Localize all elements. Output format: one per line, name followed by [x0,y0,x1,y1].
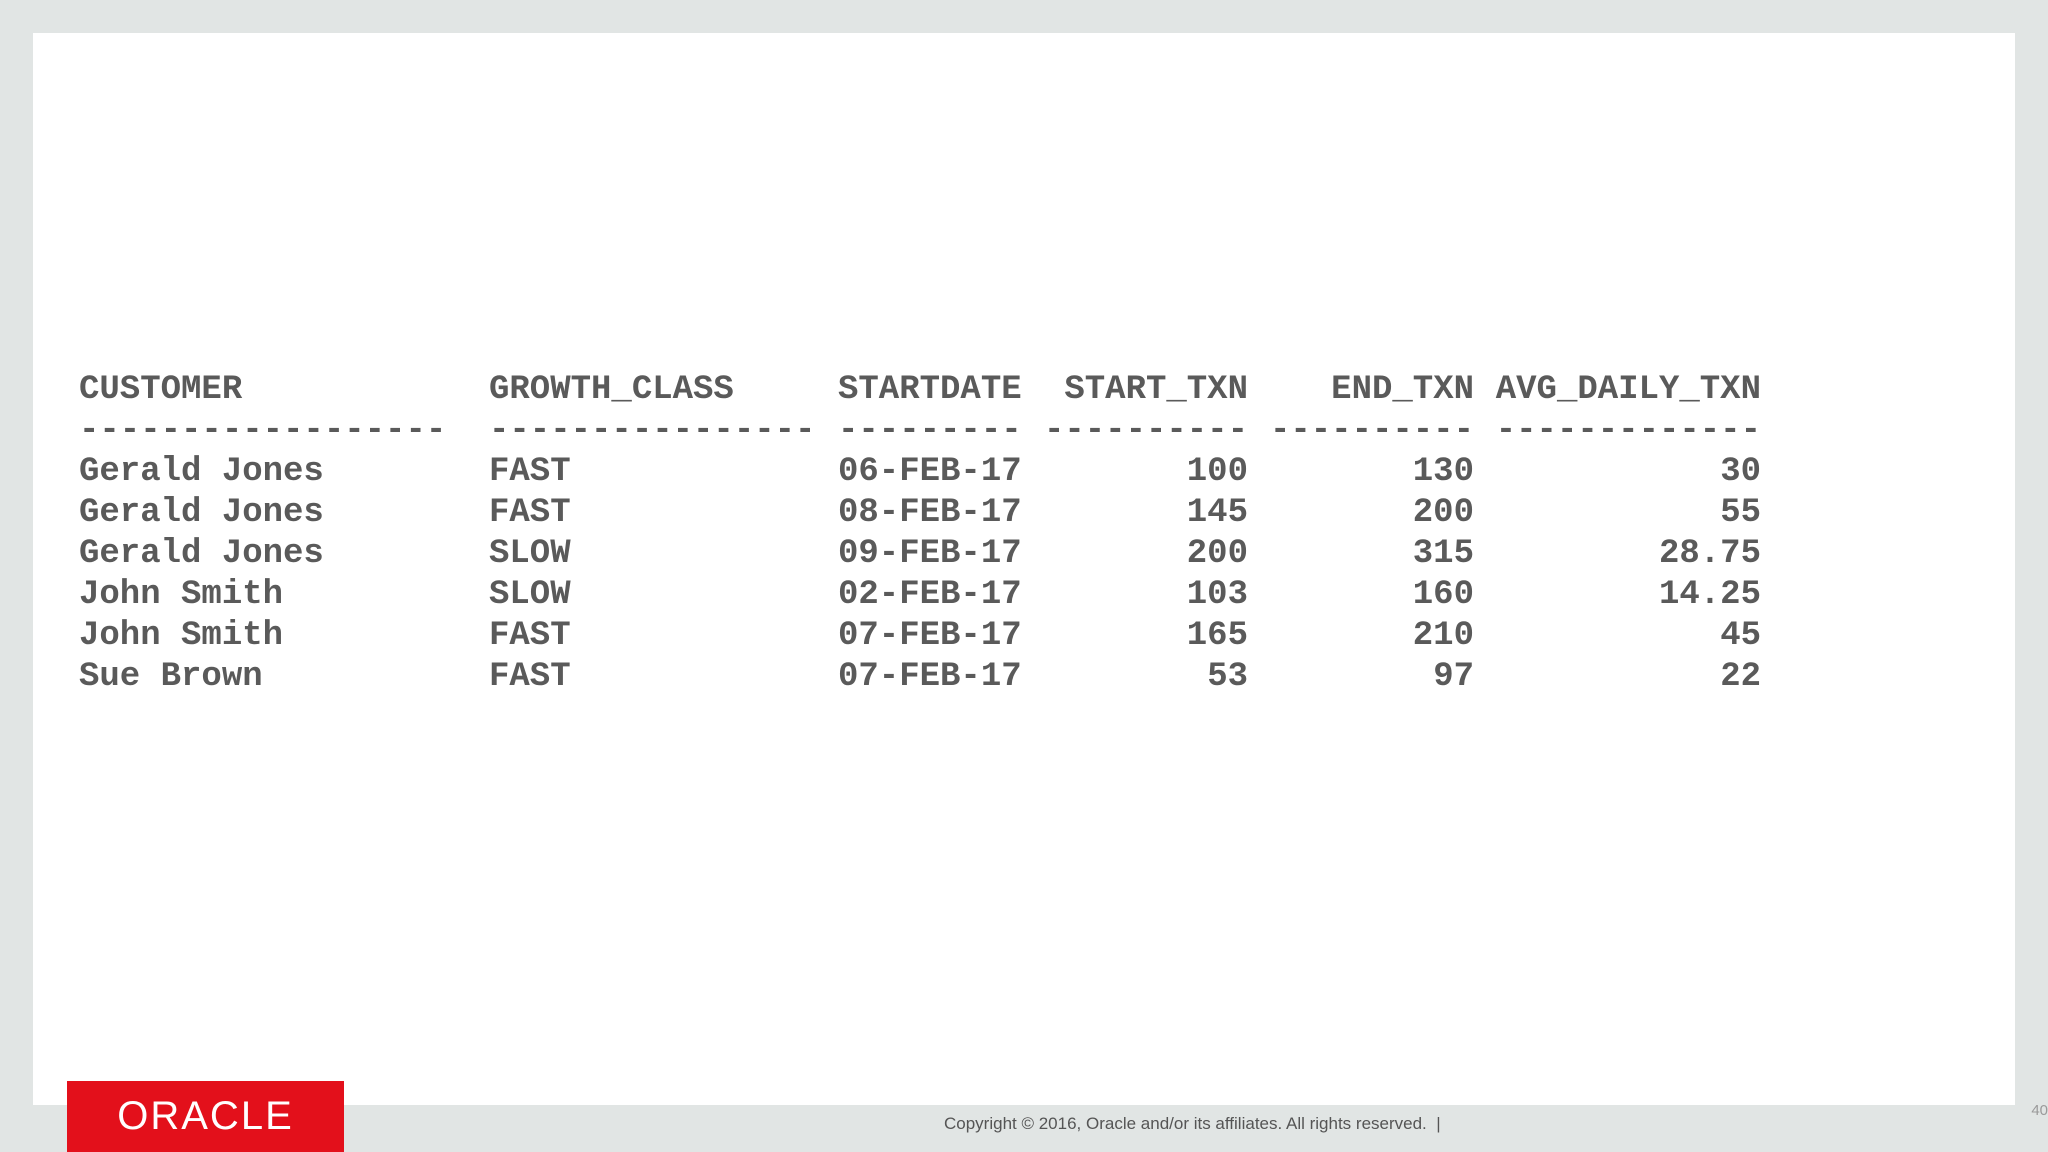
cell-growth-class: SLOW [489,576,571,614]
page-number: 40 [2031,1102,2048,1119]
cell-startdate: 02-FEB-17 [838,576,1022,614]
cell-growth-class: FAST [489,658,571,696]
separator: ---------- [1269,412,1474,450]
cell-growth-class: FAST [489,494,571,532]
header-start-txn: START_TXN [1064,371,1248,409]
table-row [79,616,1761,657]
query-result [79,370,1761,698]
cell-startdate: 07-FEB-17 [838,658,1022,696]
table-row [79,534,1761,575]
header-row [79,370,1761,411]
cell-avg-daily-txn: 14.25 [1658,576,1761,614]
cell-growth-class: SLOW [489,535,571,573]
oracle-logo [67,1081,344,1152]
cell-avg-daily-txn: 55 [1720,494,1761,532]
cell-startdate: 09-FEB-17 [838,535,1022,573]
separator: ------------------ [79,412,447,450]
separator: ------------- [1495,412,1761,450]
header-end-txn: END_TXN [1331,371,1474,409]
cell-start-txn: 165 [1186,617,1248,655]
separator: ---------- [1043,412,1248,450]
cell-end-txn: 160 [1412,576,1474,614]
header-customer: CUSTOMER [79,371,243,409]
separator-row [79,411,1761,452]
table-row [79,452,1761,493]
cell-start-txn: 53 [1207,658,1248,696]
table-row [79,575,1761,616]
cell-growth-class: FAST [489,453,571,491]
cell-startdate: 06-FEB-17 [838,453,1022,491]
copyright-footer: Copyright © 2016, Oracle and/or its affiliates. All rights reserved. | [944,1114,1441,1133]
header-avg-daily-txn: AVG_DAILY_TXN [1495,371,1761,409]
cell-start-txn: 200 [1186,535,1248,573]
cell-growth-class: FAST [489,617,571,655]
cell-end-txn: 97 [1433,658,1474,696]
table-row [79,657,1761,698]
cell-avg-daily-txn: 28.75 [1658,535,1761,573]
header-startdate: STARTDATE [838,371,1022,409]
separator: --------- [838,412,1022,450]
cell-start-txn: 103 [1186,576,1248,614]
cell-customer: Gerald Jones [79,494,324,532]
cell-customer: Sue Brown [79,658,263,696]
cell-start-txn: 100 [1186,453,1248,491]
cell-end-txn: 315 [1412,535,1474,573]
cell-end-txn: 210 [1412,617,1474,655]
cell-customer: Gerald Jones [79,535,324,573]
cell-start-txn: 145 [1186,494,1248,532]
cell-customer: John Smith [79,576,284,614]
cell-customer: Gerald Jones [79,453,324,491]
cell-avg-daily-txn: 30 [1720,453,1761,491]
cell-startdate: 08-FEB-17 [838,494,1022,532]
cell-avg-daily-txn: 22 [1720,658,1761,696]
cell-end-txn: 200 [1412,494,1474,532]
logo-text: ORACLE [117,1094,294,1138]
cell-end-txn: 130 [1412,453,1474,491]
separator: ---------------- [489,412,816,450]
cell-customer: John Smith [79,617,284,655]
header-growth-class: GROWTH_CLASS [489,371,734,409]
cell-avg-daily-txn: 45 [1720,617,1761,655]
table-row [79,493,1761,534]
cell-startdate: 07-FEB-17 [838,617,1022,655]
